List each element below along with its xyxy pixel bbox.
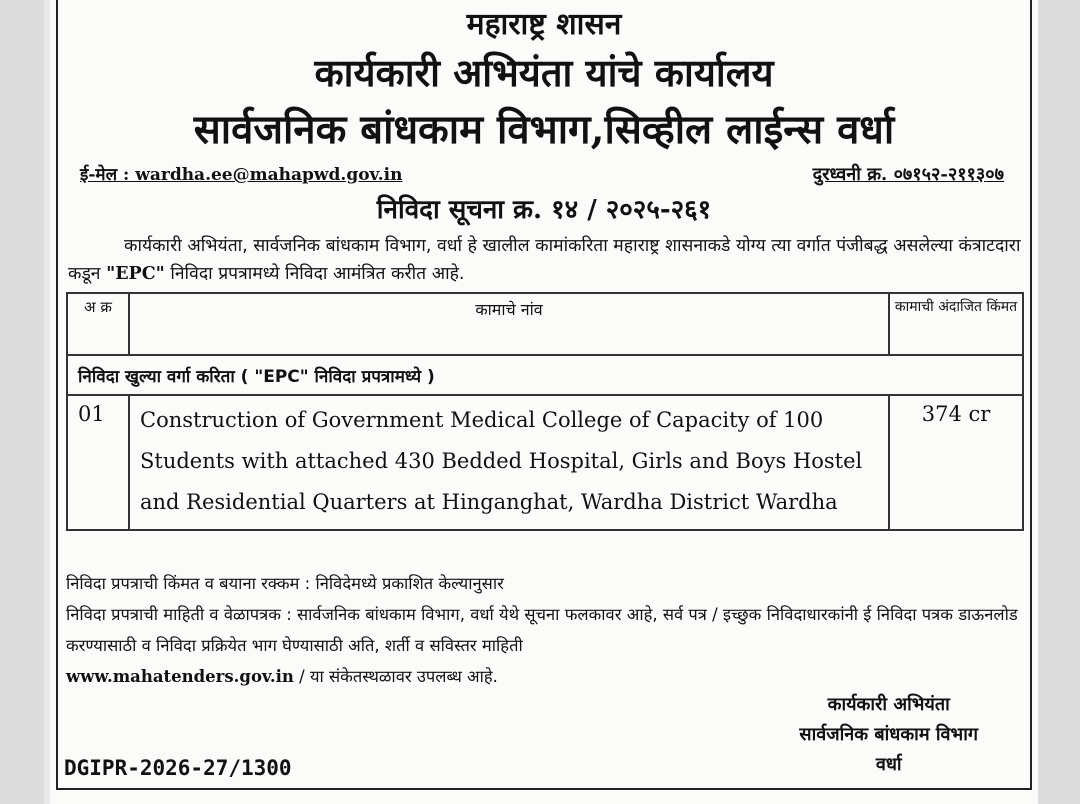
works-table	[66, 292, 1024, 531]
signature-place: वर्धा	[875, 754, 902, 775]
row-estimated-cost: 374 cr	[889, 395, 1023, 530]
row-sr: 01	[67, 395, 129, 530]
website-link[interactable]: www.mahatenders.gov.in	[66, 667, 294, 686]
header-work-name: कामाचे नांव	[129, 293, 889, 355]
intro-text-after: निविदा प्रपत्रामध्ये निविदा आमंत्रित करीत आहे.	[164, 264, 465, 284]
contact-phone: दुरध्वनी क्र. ०७१५२-२११३०७	[812, 164, 1004, 185]
table-header-row	[67, 293, 1023, 355]
header-government: महाराष्ट्र शासन	[466, 7, 622, 42]
header-sr: अ क्र	[67, 293, 129, 355]
category-label: निविदा खुल्या वर्गा करिता ( "EPC" निविदा प्रपत्रामध्ये )	[67, 355, 1023, 395]
header-office: कार्यकारी अभियंता यांचे कार्यालय	[314, 50, 774, 95]
intro-epc: "EPC"	[106, 264, 165, 284]
footer-info	[66, 568, 1032, 692]
footer-website-line	[66, 661, 1032, 692]
right-margin	[1038, 0, 1080, 804]
header-estimated-cost: कामाची अंदाजित किंमत	[889, 293, 1023, 355]
signature-department: सार्वजनिक बांधकाम विभाग	[799, 724, 978, 745]
category-row	[67, 355, 1023, 395]
contact-email: ई-मेल : wardha.ee@mahapwd.gov.in	[80, 165, 403, 185]
footer-website-suffix: / या संकेतस्थळावर उपलब्ध आहे.	[293, 667, 498, 686]
header-department: सार्वजनिक बांधकाम विभाग,सिव्हील लाईन्स वर्धा	[193, 106, 895, 153]
reference-number: DGIPR-2026-27/1300	[64, 756, 292, 780]
signature-block	[799, 690, 978, 780]
row-work-name: Construction of Government Medical College of Capacity of 100 Students with attached 430 Bedded Hospital, Girls and Boys Hostel and Residential Quarters at Hinganghat, Wardha District Wardha	[129, 395, 889, 530]
signature-title: कार्यकारी अभियंता	[827, 694, 950, 715]
footer-schedule-line: निविदा प्रपत्राची माहिती व वेळापत्रक : सार्वजनिक बांधकाम विभाग, वर्धा येथे सूचना फलकावर आहे, सर्व पत्र / इच्छुक निविदाधारकांनी ई निविदा पत्रक डाऊनलोड करण्यासाठी व निविदा प्रक्रियेत भाग घेण्यासाठी अति, शर्ती व सविस्तर माहिती	[66, 605, 1018, 655]
tender-notice	[50, 0, 1038, 804]
left-margin	[0, 0, 44, 804]
footer-cost-line: निविदा प्रपत्राची किंमत व बयाना रक्कम : निविदेमध्ये प्रकाशित केल्यानुसार	[66, 574, 504, 593]
tender-number: निविदा सूचना क्र. १४ / २०२५-२६१	[376, 195, 712, 225]
table-row	[67, 395, 1023, 530]
intro-paragraph	[68, 232, 1026, 288]
intro-text-before: कार्यकारी अभियंता, सार्वजनिक बांधकाम विभाग, वर्धा हे खालील कामांकरिता महाराष्ट्र शासनाकडे योग्य त्या वर्गात पंजीबद्ध असलेल्या कंत्राटदारा कडून	[68, 236, 1021, 284]
